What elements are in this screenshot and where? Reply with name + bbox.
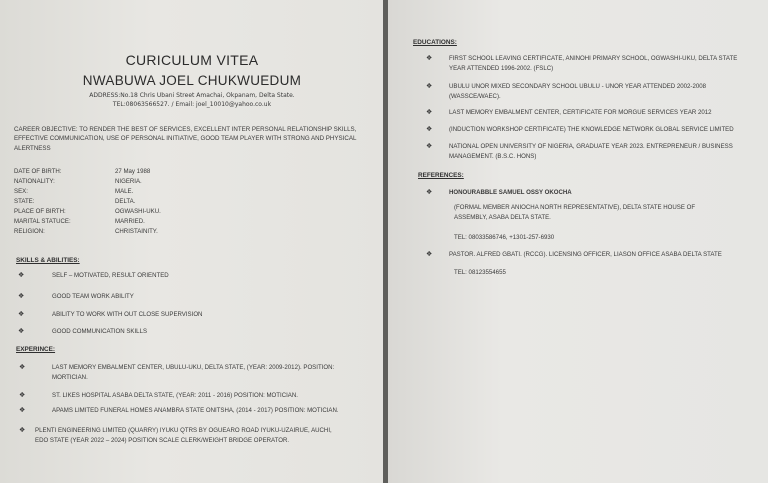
reference-detail-line: (FORMAL MEMBER ANIOCHA NORTH REPRESENTATIVE), DELTA STATE HOUSE OF bbox=[454, 204, 696, 211]
personal-value: 27 May 1988 bbox=[115, 168, 151, 175]
diamond-bullet-icon: ❖ bbox=[19, 364, 26, 371]
education-line: MANAGEMENT. (B.S.C. HONS) bbox=[449, 153, 537, 160]
career-objective: CAREER OBJECTIVE: TO RENDER THE BEST OF SERVICES, EXCELLENT INTER PERSONAL RELATIONSHIP SKILLS, EFFECTIVE COMMUNICATION, USE OF PERSONAL INITIATIVE, GOOD TEAM PLAYER WITH STRONG AND PHYSICAL ALERTNESS bbox=[14, 126, 357, 152]
personal-value: MARRIED. bbox=[115, 218, 145, 225]
diamond-bullet-icon: ❖ bbox=[426, 83, 433, 90]
education-line: YEAR ATTENDED 1996-2002. (FSLC) bbox=[449, 65, 554, 72]
education-text: (INDUCTION WORKSHOP CERTIFICATE) THE KNOWLEDGE NETWORK GLOBAL SERVICE LIMITED bbox=[449, 126, 734, 133]
cv-page-right bbox=[388, 0, 768, 483]
diamond-bullet-icon: ❖ bbox=[18, 311, 25, 318]
candidate-name: NWABUWA JOEL CHUKWUEDUM bbox=[82, 73, 302, 88]
personal-label: SEX: bbox=[14, 188, 28, 195]
diamond-bullet-icon: ❖ bbox=[19, 407, 26, 414]
personal-value: NIGERIA. bbox=[115, 178, 142, 185]
experience-text bbox=[52, 363, 370, 383]
address-line: ADDRESS:No.18 Chris Ubani Street Amachai, Okpanam, Delta State. bbox=[89, 92, 295, 99]
diamond-bullet-icon: ❖ bbox=[426, 143, 433, 150]
reference-name: PASTOR. ALFRED GBATI. (RCCG). LICENSING OFFICER, LIASON OFFICE ASABA DELTA STATE bbox=[449, 251, 722, 258]
experience-heading: EXPERINCE: bbox=[16, 346, 56, 353]
diamond-bullet-icon: ❖ bbox=[18, 293, 25, 300]
personal-label: PLACE OF BIRTH: bbox=[14, 208, 66, 215]
diamond-bullet-icon: ❖ bbox=[18, 272, 25, 279]
references-heading: REFERENCES: bbox=[418, 172, 464, 179]
diamond-bullet-icon: ❖ bbox=[426, 251, 433, 258]
skills-heading: SKILLS & ABILITIES: bbox=[16, 257, 80, 264]
education-line: FIRST SCHOOL LEAVING CERTIFICATE, ANINOHI PRIMARY SCHOOL, OGWASHI-UKU, DELTA STATE bbox=[449, 55, 738, 62]
diamond-bullet-icon: ❖ bbox=[426, 126, 433, 133]
diamond-bullet-icon: ❖ bbox=[19, 427, 26, 434]
reference-name: HONOURABBLE SAMUEL OSSY OKOCHA bbox=[449, 189, 572, 196]
education-text: LAST MEMORY EMBALMENT CENTER, CERTIFICATE FOR MORGUE SERVICES YEAR 2012 bbox=[449, 109, 712, 116]
personal-label: NATIONALITY: bbox=[14, 178, 55, 185]
diamond-bullet-icon: ❖ bbox=[426, 109, 433, 116]
education-text bbox=[449, 54, 762, 74]
personal-value: MALE. bbox=[115, 188, 134, 195]
contact-line: TEL:08063566527. / Email: joel_10010@yahoo.co.uk bbox=[112, 101, 272, 108]
experience-text: ST. LIKES HOSPITAL ASABA DELTA STATE, (YEAR: 2011 - 2016) POSITION: MOTICIAN. bbox=[52, 392, 298, 399]
diamond-bullet-icon: ❖ bbox=[19, 392, 26, 399]
skill-text: GOOD TEAM WORK ABILITY bbox=[52, 293, 134, 300]
experience-text bbox=[35, 426, 375, 446]
skill-text: GOOD COMMUNICATION SKILLS bbox=[52, 328, 148, 335]
education-text bbox=[449, 82, 762, 102]
education-line: (WASSCE/WAEC). bbox=[449, 93, 501, 100]
experience-line: LAST MEMORY EMBALMENT CENTER, UBULU-UKU, DELTA STATE, (YEAR: 2009-2012). POSITION: bbox=[52, 364, 335, 371]
personal-label: RELIGION: bbox=[14, 228, 45, 235]
experience-line: MORTICIAN. bbox=[52, 374, 88, 381]
personal-value: CHRISTAINITY. bbox=[115, 228, 158, 235]
education-text bbox=[449, 142, 762, 162]
diamond-bullet-icon: ❖ bbox=[426, 189, 433, 196]
education-heading: EDUCATIONS: bbox=[413, 39, 457, 46]
personal-value: DELTA. bbox=[115, 198, 136, 205]
skill-text: SELF – MOTIVATED, RESULT ORIENTED bbox=[52, 272, 169, 279]
diamond-bullet-icon: ❖ bbox=[18, 328, 25, 335]
education-line: UBULU UNOR MIXED SECONDARY SCHOOL UBULU - UNOR YEAR ATTENDED 2002-2008 bbox=[449, 83, 707, 90]
diamond-bullet-icon: ❖ bbox=[426, 55, 433, 62]
reference-tel: TEL: 08033586746, +1301-257-6930 bbox=[454, 234, 555, 241]
experience-text: APAMS LIMITED FUNERAL HOMES ANAMBRA STATE ONITSHA, (2014 - 2017) POSITION: MOTICIAN. bbox=[52, 407, 339, 414]
skill-text: ABILITY TO WORK WITH OUT CLOSE SUPERVISION bbox=[52, 311, 203, 318]
reference-detail bbox=[454, 203, 764, 223]
education-line: NATIONAL OPEN UNIVERSITY OF NIGERIA, GRADUATE YEAR 2023. ENTREPRENEUR / BUSINESS bbox=[449, 143, 733, 150]
personal-label: STATE: bbox=[14, 198, 35, 205]
reference-detail-line: ASSEMBLY, ASABA DELTA STATE. bbox=[454, 214, 551, 221]
personal-value: OGWASHI-UKU. bbox=[115, 208, 161, 215]
experience-line: EDO STATE (YEAR 2022 – 2024) POSITION SCALE CLERK/WEIGHT BRIDGE OPERATOR. bbox=[35, 437, 290, 444]
experience-line: PLENTI ENGINEERING LIMITED (QUARRY) IYUKU QTRS BY OGUEARO ROAD IYUKU-UZAIRUE, AUCHI, bbox=[35, 427, 332, 434]
reference-tel: TEL: 08123554655 bbox=[454, 269, 506, 276]
document-title: CURICULUM VITEA bbox=[125, 52, 259, 68]
personal-label: DATE OF BIRTH: bbox=[14, 168, 62, 175]
personal-label: MARITAL STATUCE: bbox=[14, 218, 71, 225]
